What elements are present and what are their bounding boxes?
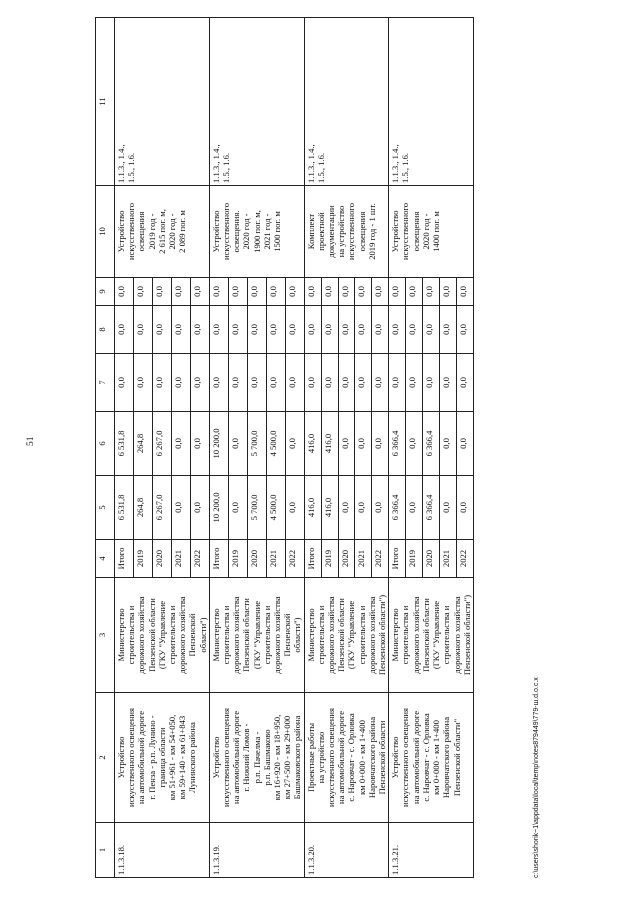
column-number: 7 (96, 354, 115, 412)
funding-value: 0,0 (171, 306, 190, 354)
funding-value: 0,0 (321, 354, 338, 412)
funding-value: 264,8 (133, 476, 152, 540)
year-label: Итого (115, 540, 134, 578)
funding-value: 0,0 (133, 278, 152, 306)
table-row (389, 18, 406, 878)
funding-value: 0,0 (152, 278, 171, 306)
year-label: 2021 (171, 540, 190, 578)
funding-value: 0,0 (423, 278, 440, 306)
funding-value: 0,0 (133, 354, 152, 412)
funding-value: 0,0 (247, 278, 266, 306)
column-number: 1 (96, 823, 115, 878)
funding-value: 0,0 (171, 412, 190, 476)
funding-value: 4 500,0 (266, 476, 285, 540)
funding-value: 6 366,4 (389, 412, 406, 476)
funding-value: 0,0 (372, 476, 389, 540)
column-number: 3 (96, 578, 115, 693)
funding-value: 0,0 (372, 306, 389, 354)
funding-value: 0,0 (321, 306, 338, 354)
funding-value: 416,0 (321, 412, 338, 476)
funding-value: 0,0 (228, 412, 247, 476)
funding-value: 0,0 (304, 354, 321, 412)
year-label: 2021 (266, 540, 285, 578)
column-number-row (96, 18, 115, 878)
funding-value: 0,0 (456, 306, 473, 354)
funding-value: 0,0 (285, 476, 304, 540)
table-body (96, 18, 474, 878)
funding-value: 0,0 (209, 354, 228, 412)
funding-value: 0,0 (440, 354, 457, 412)
table-row (115, 18, 134, 878)
measure-number: 1.1.3.21. (389, 823, 474, 878)
funding-value: 0,0 (338, 412, 355, 476)
column-number: 9 (96, 278, 115, 306)
indicator-link: 1.1.3., 1.4., 1.5., 1.6. (304, 18, 389, 186)
funding-value: 0,0 (338, 306, 355, 354)
page-number: 51 (26, 436, 36, 446)
funding-value: 0,0 (133, 306, 152, 354)
executor: Министерство строительства и дорожного хозяйства Пензенской области (ГКУ "Управление строительства и дорожного хозяйства Пензенской области") (209, 578, 304, 693)
expected-result: Устройство искусственного освещения 2019 год - 2 615 пог. м, 2020 год - 2 089 пог. м (115, 186, 210, 278)
funding-value: 0,0 (266, 306, 285, 354)
funding-value: 0,0 (338, 278, 355, 306)
funding-value: 0,0 (406, 476, 423, 540)
funding-value: 0,0 (171, 354, 190, 412)
funding-value: 0,0 (406, 306, 423, 354)
funding-value: 0,0 (304, 306, 321, 354)
measure-description: Устройство искусственного освещения на автомобильной дороге с. Наровчат - с. Орловка км 0+000 - км 1+400 Наровчатского района Пензенской области" (389, 693, 474, 823)
year-label: 2022 (372, 540, 389, 578)
funding-value: 10 200,0 (209, 412, 228, 476)
funding-value: 0,0 (456, 476, 473, 540)
funding-value: 0,0 (190, 306, 209, 354)
rotated-page-content (95, 18, 540, 878)
funding-value: 0,0 (152, 354, 171, 412)
funding-value: 6 531,8 (115, 412, 134, 476)
funding-value: 0,0 (285, 278, 304, 306)
executor: Министерство строительства и дорожного хозяйства Пензенской области (ГКУ "Управление строительства и дорожного хозяйства Пензенской области") (115, 578, 210, 693)
funding-value: 0,0 (456, 412, 473, 476)
funding-value: 0,0 (171, 476, 190, 540)
table-row (209, 18, 228, 878)
funding-value: 0,0 (266, 354, 285, 412)
funding-value: 0,0 (440, 306, 457, 354)
year-label: 2019 (228, 540, 247, 578)
indicator-link: 1.1.3., 1.4., 1.5., 1.6. (209, 18, 304, 186)
measure-number: 1.1.3.18. (115, 823, 210, 878)
funding-value: 0,0 (190, 476, 209, 540)
funding-value: 0,0 (338, 476, 355, 540)
funding-value: 0,0 (209, 278, 228, 306)
funding-value: 6 267,0 (152, 412, 171, 476)
year-label: 2020 (423, 540, 440, 578)
year-label: 2019 (321, 540, 338, 578)
executor: Министерство строительства и дорожного хозяйства Пензенской области (ГКУ "Управление строительства и дорожного хозяйства Пензенской области") (389, 578, 474, 693)
funding-value: 0,0 (228, 354, 247, 412)
measure-number: 1.1.3.19. (209, 823, 304, 878)
funding-value: 0,0 (115, 306, 134, 354)
column-number: 4 (96, 540, 115, 578)
funding-value: 0,0 (423, 354, 440, 412)
funding-value: 0,0 (228, 476, 247, 540)
funding-value: 0,0 (321, 278, 338, 306)
column-number: 6 (96, 412, 115, 476)
funding-value: 0,0 (190, 412, 209, 476)
funding-value: 0,0 (190, 354, 209, 412)
funding-value: 0,0 (266, 278, 285, 306)
funding-value: 0,0 (152, 306, 171, 354)
funding-value: 0,0 (456, 278, 473, 306)
measure-description: Устройство искусственного освещения на автомобильной дороге г. Пенза - р.п. Лунино - граница области км 51+961 - км 54+050, км 59+140 - км 61+843 Лунинского района (115, 693, 210, 823)
column-number: 2 (96, 693, 115, 823)
funding-value: 5 700,0 (247, 476, 266, 540)
year-label: 2022 (285, 540, 304, 578)
year-label: Итого (209, 540, 228, 578)
expected-result: Устройство искусственного освещения 2020 год - 1400 пог. м (389, 186, 474, 278)
table-row (304, 18, 321, 878)
year-label: 2021 (440, 540, 457, 578)
column-number: 10 (96, 186, 115, 278)
year-label: 2021 (355, 540, 372, 578)
column-number: 8 (96, 306, 115, 354)
expected-result: Устройство искусственного освещения. 2020 год - 1900 пог. м, 2021 год - 1500 пог. м (209, 186, 304, 278)
year-label: 2022 (190, 540, 209, 578)
year-label: 2019 (133, 540, 152, 578)
funding-value: 0,0 (247, 354, 266, 412)
year-label: 2020 (338, 540, 355, 578)
funding-value: 4 500,0 (266, 412, 285, 476)
expected-result: Комплект проектной документации на устройство искусственного освещения 2019 год - 1 шт. (304, 186, 389, 278)
year-label: 2020 (247, 540, 266, 578)
funding-value: 0,0 (423, 306, 440, 354)
funding-value: 6 366,4 (423, 476, 440, 540)
measure-number: 1.1.3.20. (304, 823, 389, 878)
measure-description: Проектные работы на устройство искусственного освещения на автомобильной дороге с. Наровчат - с. Орловка км 0+000 - км 1+400 Наровчатского района Пензенской области (304, 693, 389, 823)
funding-value: 0,0 (190, 278, 209, 306)
year-label: 2020 (152, 540, 171, 578)
funding-value: 0,0 (338, 354, 355, 412)
funding-value: 0,0 (355, 354, 372, 412)
funding-value: 416,0 (321, 476, 338, 540)
funding-value: 0,0 (115, 278, 134, 306)
funding-value: 6 267,0 (152, 476, 171, 540)
funding-value: 0,0 (285, 306, 304, 354)
funding-value: 0,0 (389, 278, 406, 306)
funding-value: 0,0 (389, 354, 406, 412)
funding-value: 0,0 (247, 306, 266, 354)
funding-value: 0,0 (406, 412, 423, 476)
funding-value: 10 200,0 (209, 476, 228, 540)
year-label: Итого (304, 540, 321, 578)
funding-value: 0,0 (440, 476, 457, 540)
funding-value: 264,8 (133, 412, 152, 476)
column-number: 11 (96, 18, 115, 186)
funding-value: 0,0 (209, 306, 228, 354)
funding-value: 0,0 (389, 306, 406, 354)
funding-value: 6 366,4 (389, 476, 406, 540)
funding-value: 0,0 (285, 412, 304, 476)
funding-value: 6 366,4 (423, 412, 440, 476)
year-label: 2022 (456, 540, 473, 578)
footer-file-path: c:\users\shorik~1\appdata\local\temp\notes879449\779-ш.d.o.c.x (533, 677, 540, 878)
indicator-link: 1.1.3., 1.4., 1.5., 1.6. (389, 18, 474, 186)
funding-value: 416,0 (304, 476, 321, 540)
funding-value: 0,0 (115, 354, 134, 412)
funding-value: 0,0 (285, 354, 304, 412)
funding-value: 416,0 (304, 412, 321, 476)
funding-value: 0,0 (355, 476, 372, 540)
funding-value: 0,0 (355, 278, 372, 306)
measure-description: Устройство искусственного освещения на автомобильной дороге г. Нижний Ломов - р.п. Пачелма - р.п. Башмаково км 16+920 - км 18+950, км 27+500 - км 29+000 Башмаковского района (209, 693, 304, 823)
funding-value: 0,0 (228, 306, 247, 354)
funding-value: 0,0 (406, 354, 423, 412)
funding-value: 0,0 (372, 354, 389, 412)
funding-value: 0,0 (171, 278, 190, 306)
funding-value: 6 531,8 (115, 476, 134, 540)
year-label: Итого (389, 540, 406, 578)
funding-value: 0,0 (372, 412, 389, 476)
funding-value: 0,0 (228, 278, 247, 306)
executor: Министерство строительства и дорожного хозяйства Пензенской области (ГКУ "Управление строительства и дорожного хозяйства Пензенской области") (304, 578, 389, 693)
funding-value: 0,0 (440, 412, 457, 476)
funding-value: 5 700,0 (247, 412, 266, 476)
funding-value: 0,0 (304, 278, 321, 306)
indicator-link: 1.1.3., 1.4., 1.5., 1.6. (115, 18, 210, 186)
funding-value: 0,0 (406, 278, 423, 306)
measures-table (95, 17, 474, 878)
year-label: 2019 (406, 540, 423, 578)
funding-value: 0,0 (372, 278, 389, 306)
funding-value: 0,0 (355, 306, 372, 354)
funding-value: 0,0 (355, 412, 372, 476)
funding-value: 0,0 (456, 354, 473, 412)
funding-value: 0,0 (440, 278, 457, 306)
column-number: 5 (96, 476, 115, 540)
